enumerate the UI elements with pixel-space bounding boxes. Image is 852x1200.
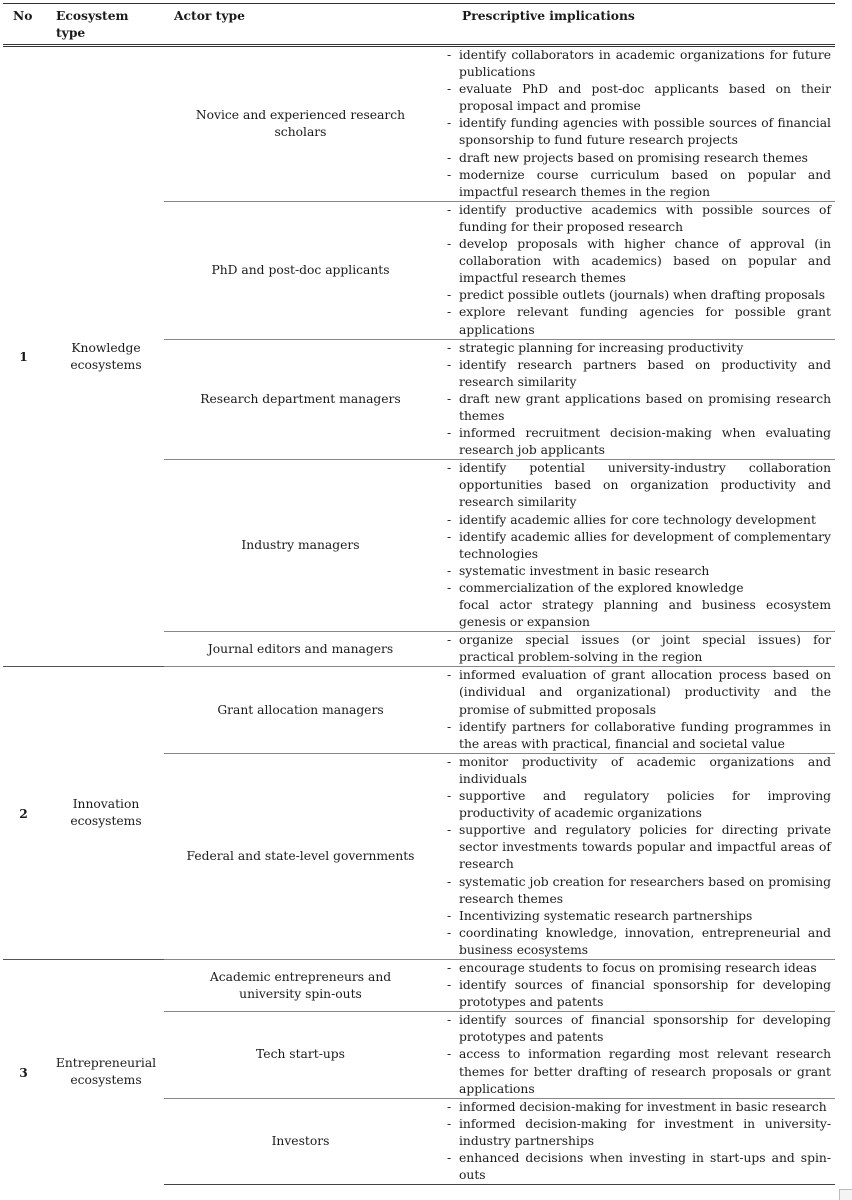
implication-item: - identify partners for collaborative funding programmes in the areas with practical, financial and societal value	[447, 719, 831, 753]
implications-list	[447, 460, 831, 631]
implications-cell	[437, 959, 835, 1011]
implications-cell	[437, 201, 835, 339]
actor-type: PhD and post-doc applicants	[164, 201, 437, 339]
header-actor-type: Actor type	[174, 8, 245, 23]
implication-item: - develop proposals with higher chance of approval (in collaboration with academics) based on popular and impactful research themes	[447, 236, 831, 287]
implication-item: - evaluate PhD and post-doc applicants based on their proposal impact and promise	[447, 81, 831, 115]
implications-table	[3, 3, 835, 1185]
implication-item: - coordinating knowledge, innovation, entrepreneurial and business ecosystems	[447, 925, 831, 959]
implication-item: - informed decision-making for investment in basic research	[447, 1099, 831, 1116]
implication-item: - commercialization of the explored knowledge	[447, 580, 831, 597]
group-number: 3	[3, 959, 48, 1184]
implication-item-unbulleted: focal actor strategy planning and business ecosystem genesis or expansion	[459, 598, 831, 630]
implication-item: - supportive and regulatory policies for directing private sector investments towards popular and impactful areas of research	[447, 822, 831, 873]
implication-item: - identify productive academics with possible sources of funding for their proposed research	[447, 202, 831, 236]
ecosystem-type: Innovation ecosystems	[48, 667, 164, 960]
implications-list	[447, 667, 831, 752]
implication-item: - encourage students to focus on promising research ideas	[447, 960, 831, 977]
implication-item: - explore relevant funding agencies for possible grant applications	[447, 304, 831, 338]
implications-list	[447, 632, 831, 666]
actor-type: Investors	[164, 1098, 437, 1184]
table-body	[3, 46, 835, 1185]
implications-list	[447, 1012, 831, 1097]
implications-cell	[437, 1012, 835, 1098]
implications-list	[447, 960, 831, 1011]
implication-item: - identify academic allies for core technology development	[447, 512, 831, 529]
actor-type: Grant allocation managers	[164, 667, 437, 753]
table-header-row	[3, 4, 835, 46]
implication-item: - predict possible outlets (journals) when drafting proposals	[447, 287, 831, 304]
implications-cell	[437, 753, 835, 959]
implication-item: - identify collaborators in academic organizations for future publications	[447, 47, 831, 81]
actor-type: Industry managers	[164, 460, 437, 632]
actor-type: Academic entrepreneurs and university spin-outs	[164, 959, 437, 1011]
implication-item: - informed decision-making for investment in university-industry partnerships	[447, 1116, 831, 1150]
implication-item: - systematic job creation for researchers based on promising research themes	[447, 874, 831, 908]
table-row	[3, 46, 835, 202]
implications-list	[447, 754, 831, 959]
header-ecosystem-type: Ecosystem type	[56, 8, 129, 40]
implication-item: - identify sources of financial sponsorship for developing prototypes and patents	[447, 977, 831, 1011]
implication-item: - identify academic allies for development of complementary technologies	[447, 529, 831, 563]
implication-item: - identify potential university-industry collaboration opportunities based on organization productivity and research similarity	[447, 460, 831, 511]
ecosystem-type: Entrepreneurial ecosystems	[48, 959, 164, 1184]
implication-item: - monitor productivity of academic organizations and individuals	[447, 754, 831, 788]
implication-item: - identify funding agencies with possible sources of financial sponsorship to fund future research projects	[447, 115, 831, 149]
implications-cell	[437, 339, 835, 460]
header-prescriptive-implications: Prescriptive implications	[462, 8, 635, 23]
actor-type: Federal and state-level governments	[164, 753, 437, 959]
header-no: No	[13, 8, 33, 23]
implications-list	[447, 47, 831, 201]
group-number: 1	[3, 46, 48, 667]
table-row	[3, 959, 835, 1011]
implications-cell	[437, 667, 835, 753]
implication-item: - access to information regarding most relevant research themes for better drafting of research proposals or grant applications	[447, 1046, 831, 1097]
window-resize-corner	[839, 1189, 852, 1200]
implication-item: - modernize course curriculum based on popular and impactful research themes in the region	[447, 167, 831, 201]
implications-cell	[437, 1098, 835, 1184]
actor-type: Research department managers	[164, 339, 437, 460]
implication-item: - enhanced decisions when investing in start-ups and spin-outs	[447, 1150, 831, 1184]
implication-item: - supportive and regulatory policies for improving productivity of academic organizations	[447, 788, 831, 822]
implications-list	[447, 340, 831, 460]
implications-cell	[437, 632, 835, 667]
actor-type: Journal editors and managers	[164, 632, 437, 667]
group-number: 2	[3, 667, 48, 960]
ecosystem-type: Knowledge ecosystems	[48, 46, 164, 667]
implication-item: - identify research partners based on productivity and research similarity	[447, 357, 831, 391]
implications-cell	[437, 460, 835, 632]
implication-item: - draft new grant applications based on promising research themes	[447, 391, 831, 425]
implication-item: - informed recruitment decision-making when evaluating research job applicants	[447, 425, 831, 459]
actor-type: Novice and experienced research scholars	[164, 46, 437, 202]
implication-item: - draft new projects based on promising research themes	[447, 150, 831, 167]
table-row	[3, 667, 835, 753]
actor-type: Tech start-ups	[164, 1012, 437, 1098]
implication-item: - Incentivizing systematic research partnerships	[447, 908, 831, 925]
implication-item: - organize special issues (or joint special issues) for practical problem-solving in the region	[447, 632, 831, 666]
implications-list	[447, 202, 831, 339]
implication-item: - informed evaluation of grant allocation process based on (individual and organizational) productivity and the promise of submitted proposals	[447, 667, 831, 718]
implication-item: - strategic planning for increasing productivity	[447, 340, 831, 357]
implications-cell	[437, 46, 835, 202]
implication-item: - systematic investment in basic research	[447, 563, 831, 580]
implications-list	[447, 1099, 831, 1184]
implication-item: - identify sources of financial sponsorship for developing prototypes and patents	[447, 1012, 831, 1046]
